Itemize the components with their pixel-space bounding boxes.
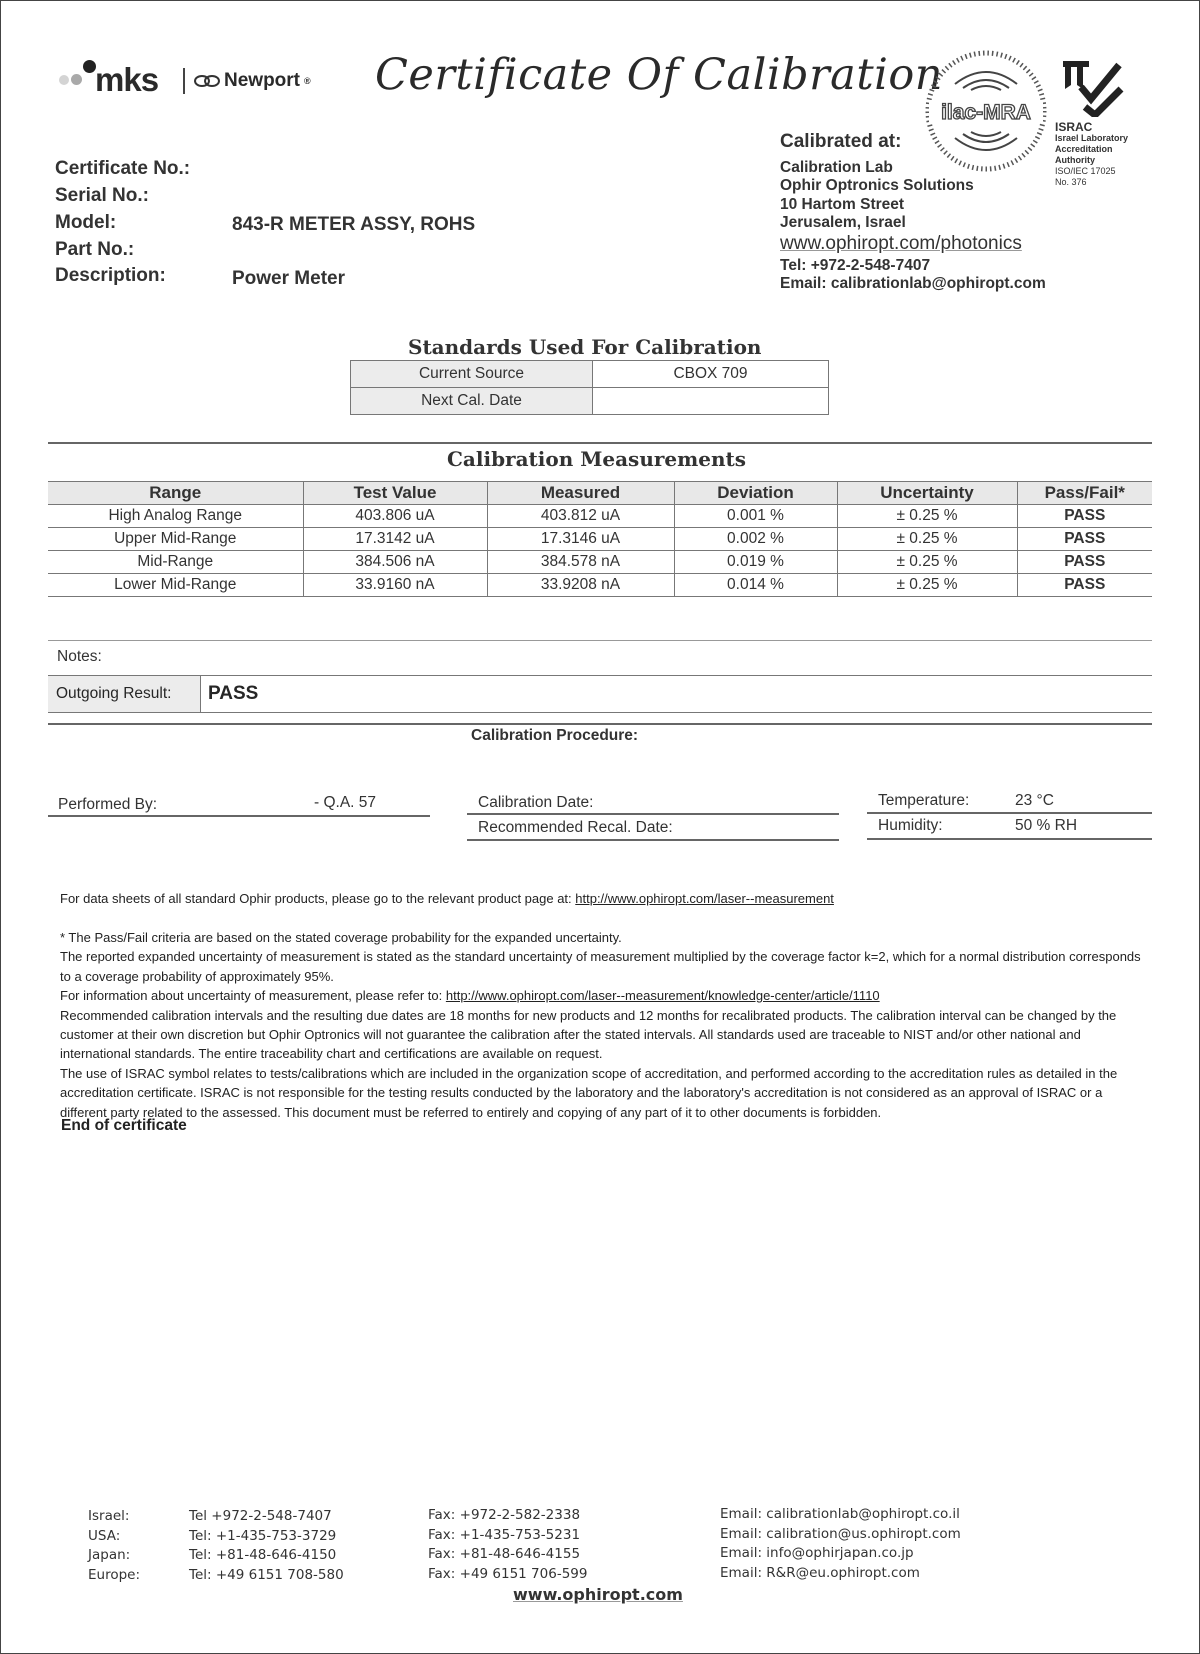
mks-logo-dots-icon xyxy=(57,60,97,90)
divider xyxy=(48,723,1152,725)
lab-email: Email: calibrationlab@ophiropt.com xyxy=(780,275,1046,292)
document-title: Certificate Of Calibration xyxy=(375,50,943,100)
pass-fail-cell: PASS xyxy=(1017,528,1152,551)
uncertainty-cell: ± 0.25 % xyxy=(837,574,1017,597)
recal-date-label: Recommended Recal. Date: xyxy=(478,819,673,836)
range-cell: Upper Mid-Range xyxy=(48,528,303,551)
test-value-cell: 33.9160 nA xyxy=(303,574,487,597)
range-cell: Mid-Range xyxy=(48,551,303,574)
newport-name: Newport xyxy=(224,70,300,91)
israc-number: No. 376 xyxy=(1055,177,1087,187)
footer-email: Email: R&R@eu.ophiropt.com xyxy=(720,1564,920,1581)
footer-fax: Fax: +1-435-753-5231 xyxy=(428,1526,581,1543)
footer-emails xyxy=(720,1505,961,1583)
pass-fail-cell: PASS xyxy=(1017,574,1152,597)
mks-logo: mks xyxy=(95,61,159,98)
israc-checkmark-icon xyxy=(1055,55,1125,117)
standard-label: Current Source xyxy=(351,361,593,388)
newport-logo xyxy=(194,70,311,92)
footer-tel: Tel +972-2-548-7407 xyxy=(189,1508,332,1524)
column-header: Deviation xyxy=(674,482,837,505)
footer-fax: Fax: +972-2-582-2338 xyxy=(428,1507,581,1523)
temperature-underline xyxy=(867,812,1152,814)
standard-value: CBOX 709 xyxy=(593,361,829,388)
performed-by-underline xyxy=(48,815,430,817)
column-header: Measured xyxy=(487,482,674,505)
model-value: 843-R METER ASSY, ROHS xyxy=(232,214,476,235)
footer-faxes xyxy=(428,1506,587,1584)
lab-website-link[interactable]: www.ophiropt.com/photonics xyxy=(780,233,1022,254)
test-value-cell: 384.506 nA xyxy=(303,551,487,574)
footer-email: Email: info@ophirjapan.co.jp xyxy=(720,1545,914,1561)
uncertainty-cell: ± 0.25 % xyxy=(837,505,1017,528)
model-label: Model: xyxy=(55,212,117,233)
column-header: Pass/Fail* xyxy=(1017,482,1152,505)
table-row xyxy=(48,505,1152,528)
deviation-cell: 0.001 % xyxy=(674,505,837,528)
table-row xyxy=(351,361,829,388)
deviation-cell: 0.002 % xyxy=(674,528,837,551)
test-value-cell: 403.806 uA xyxy=(303,505,487,528)
table-row xyxy=(48,551,1152,574)
footer-email: Email: calibration@us.ophiropt.com xyxy=(720,1525,961,1542)
uncertainty-note: The reported expanded uncertainty of measurement is stated as the standard uncertainty of measurement multiplied by the coverage factor k=2, which for a normal distribution corresponds to a coverage probability of approximately 95%. xyxy=(60,949,1141,984)
measured-cell: 17.3146 uA xyxy=(487,528,674,551)
uncertainty-info-text: For information about uncertainty of measurement, please refer to: xyxy=(60,988,446,1004)
column-header: Test Value xyxy=(303,482,487,505)
serial-no-label: Serial No.: xyxy=(55,185,149,206)
israc-line: Israel Laboratory xyxy=(1055,133,1129,143)
pass-fail-cell: PASS xyxy=(1017,505,1152,528)
footer-region: Japan: xyxy=(88,1547,131,1563)
measured-cell: 33.9208 nA xyxy=(487,574,674,597)
performed-by-value: - Q.A. 57 xyxy=(314,794,377,811)
measured-cell: 403.812 uA xyxy=(487,505,674,528)
calibration-procedure-label: Calibration Procedure: xyxy=(471,727,639,744)
israc-line: Accreditation xyxy=(1055,144,1113,154)
pass-fail-cell: PASS xyxy=(1017,551,1152,574)
outgoing-result-label: Outgoing Result: xyxy=(48,676,201,712)
performed-by-label: Performed By: xyxy=(58,796,158,813)
israc-name: ISRAC xyxy=(1055,120,1093,134)
standards-heading: Standards Used For Calibration xyxy=(408,335,762,359)
israc-line: Authority xyxy=(1055,155,1095,165)
measurements-heading: Calibration Measurements xyxy=(447,447,747,471)
calibration-date-label: Calibration Date: xyxy=(478,794,594,811)
footer-region: Europe: xyxy=(88,1566,141,1583)
outgoing-result-value: PASS xyxy=(208,683,259,704)
table-header-row xyxy=(48,482,1152,505)
newport-swirl-icon xyxy=(194,74,220,88)
footer-region: USA: xyxy=(88,1527,121,1544)
table-row xyxy=(48,528,1152,551)
range-cell: Lower Mid-Range xyxy=(48,574,303,597)
israc-note: The use of ISRAC symbol relates to tests/calibrations which are included in the organization scope of accreditation, and performed according to the accreditation rules as detailed in the accreditation certificate. ISRAC is not responsible for the testing results conducted by the laboratory and the laboratory's accreditation is not considered as an approval of ISRAC or a different party related to the assessed. This document must be referred to entirely and copying of any part of it to other documents is forbidden. xyxy=(60,1065,1118,1120)
disclaimer-block xyxy=(60,928,1150,1122)
notes-label: Notes: xyxy=(57,648,102,665)
svg-text:ilac-MRA: ilac-MRA xyxy=(941,101,1031,124)
end-of-certificate: End of certificate xyxy=(61,1117,187,1134)
footer-tel: Tel: +49 6151 708-580 xyxy=(189,1566,344,1583)
footer-tel: Tel: +81-48-646-4150 xyxy=(189,1547,337,1563)
pass-fail-note: * The Pass/Fail criteria are based on the stated coverage probability for the expanded uncertainty. xyxy=(60,930,622,945)
column-header: Uncertainty xyxy=(837,482,1017,505)
footer-fax: Fax: +81-48-646-4155 xyxy=(428,1546,581,1562)
description-value: Power Meter xyxy=(232,268,345,289)
datasheets-note xyxy=(60,889,1150,908)
registered-mark: ® xyxy=(304,76,311,86)
footer-fax: Fax: +49 6151 706-599 xyxy=(428,1565,588,1582)
street-address: 10 Hartom Street xyxy=(780,196,905,213)
datasheets-text: For data sheets of all standard Ophir products, please go to the relevant product page at: xyxy=(60,891,576,906)
standard-label: Next Cal. Date xyxy=(351,388,593,415)
deviation-cell: 0.014 % xyxy=(674,574,837,597)
calibration-date-underline xyxy=(467,813,839,815)
company-name: Ophir Optronics Solutions xyxy=(780,177,974,194)
table-row xyxy=(351,388,829,415)
footer-phones xyxy=(189,1507,344,1585)
range-cell: High Analog Range xyxy=(48,505,303,528)
humidity-underline xyxy=(867,838,1152,840)
humidity-label: Humidity: xyxy=(878,817,943,834)
divider xyxy=(48,442,1152,444)
footer-region: Israel: xyxy=(88,1508,130,1524)
measured-cell: 384.578 nA xyxy=(487,551,674,574)
temperature-label: Temperature: xyxy=(878,792,970,809)
description-label: Description: xyxy=(55,265,166,286)
measurements-table xyxy=(48,481,1152,597)
israc-accreditation-badge xyxy=(1055,55,1155,188)
uncertainty-cell: ± 0.25 % xyxy=(837,551,1017,574)
part-no-label: Part No.: xyxy=(55,239,135,260)
israc-standard: ISO/IEC 17025 xyxy=(1055,166,1116,176)
datasheets-link[interactable]: http://www.ophiropt.com/laser--measurement xyxy=(575,891,834,906)
footer-tel: Tel: +1-435-753-3729 xyxy=(189,1527,337,1544)
calibrated-at-heading: Calibrated at: xyxy=(780,131,902,152)
column-header: Range xyxy=(48,482,303,505)
humidity-value: 50 % RH xyxy=(1015,817,1078,834)
standard-value xyxy=(593,388,829,415)
test-value-cell: 17.3142 uA xyxy=(303,528,487,551)
temperature-value: 23 °C xyxy=(1015,792,1054,809)
footer-website-link[interactable]: www.ophiropt.com xyxy=(513,1585,683,1604)
city-address: Jerusalem, Israel xyxy=(780,214,906,231)
recal-date-underline xyxy=(467,839,839,841)
footer-email: Email: calibrationlab@ophiropt.co.il xyxy=(720,1506,960,1522)
uncertainty-info-note xyxy=(60,986,1150,1005)
recal-interval-note: Recommended calibration intervals and the resulting due dates are 18 months for new products and 12 months for recalibrated products. The calibration interval can be changed by the customer at their own discretion but Ophir Optronics will not guarantee the calibration after the stated intervals. All standards used are traceable to NIST and/or other national and international standards. The entire traceability chart and certifications are available on request. xyxy=(60,1007,1117,1062)
lab-name: Calibration Lab xyxy=(780,159,893,176)
standards-table xyxy=(350,360,829,415)
lab-phone: Tel: +972-2-548-7407 xyxy=(780,257,931,274)
divider xyxy=(48,640,1152,641)
logo-divider xyxy=(183,68,185,94)
footer-regions xyxy=(88,1507,140,1585)
ilac-mra-seal-icon xyxy=(925,50,1047,172)
table-row xyxy=(48,574,1152,597)
uncertainty-cell: ± 0.25 % xyxy=(837,528,1017,551)
deviation-cell: 0.019 % xyxy=(674,551,837,574)
certificate-no-label: Certificate No.: xyxy=(55,158,191,179)
outgoing-result-row xyxy=(48,675,1152,713)
uncertainty-info-link[interactable]: http://www.ophiropt.com/laser--measurement/knowledge-center/article/1110 xyxy=(445,988,880,1004)
